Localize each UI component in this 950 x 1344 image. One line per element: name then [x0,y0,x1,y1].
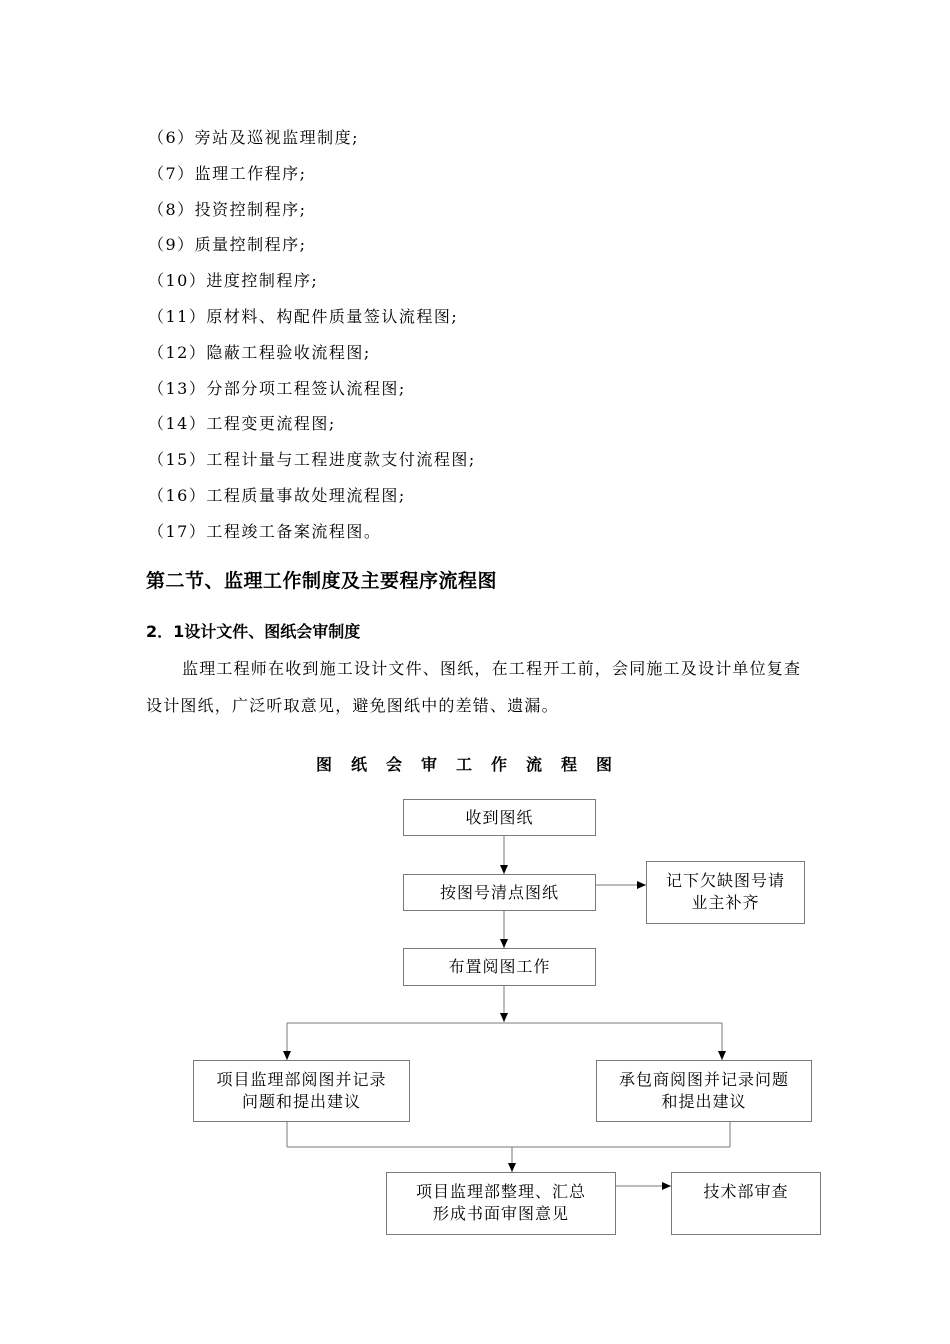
list-item: （13）分部分项工程签认流程图; [148,378,406,398]
node-arrange-review [403,948,596,986]
node-label: 记下欠缺图号请 [665,871,785,890]
node-contractor-review [596,1060,812,1122]
list-item: （6）旁站及巡视监理制度; [148,128,360,147]
list-item: （12）隐蔽工程验收流程图; [148,342,371,362]
node-label: 业主补齐 [691,893,760,912]
section-title: 第二节、监理工作制度及主要程序流程图 [146,570,498,592]
list-item: （14）工程变更流程图; [148,414,336,434]
node-label: 项目监理部整理、汇总 [415,1182,586,1201]
node-count-drawings [403,874,596,911]
node-record-missing [646,861,805,924]
node-summary-opinion [386,1172,616,1235]
node-label: 布置阅图工作 [448,957,551,976]
list-item: （9）质量控制程序; [148,235,307,255]
list-item: （10）进度控制程序; [148,271,319,291]
node-pm-review [193,1060,410,1122]
list-item: （15）工程计量与工程进度款支付流程图; [148,450,476,470]
list-item: （7）监理工作程序; [148,163,307,183]
node-receive-drawings [403,799,596,836]
subsection-title: 2．1设计文件、图纸会审制度 [146,622,361,641]
node-label: 问题和提出建议 [241,1092,361,1111]
list-item: （11）原材料、构配件质量签认流程图; [148,306,459,326]
flowchart-title: 图纸会审工作流程图 [316,755,632,774]
body-paragraph: 监理工程师在收到施工设计文件、图纸，在工程开工前，会同施工及设计单位复查设计图纸，广泛听取意见，避免图纸中的差错、遗漏。 [146,659,802,715]
list-item: （17）工程竣工备案流程图。 [148,521,382,541]
list-item: （16）工程质量事故处理流程图; [148,485,406,505]
node-label: 项目监理部阅图并记录 [216,1070,387,1089]
node-label: 和提出建议 [661,1092,747,1111]
list-item: （8）投资控制程序; [148,199,307,219]
node-label: 收到图纸 [465,808,534,827]
node-label: 技术部审查 [703,1182,789,1201]
node-label: 按图号清点图纸 [439,883,559,902]
node-label: 形成书面审图意见 [432,1204,569,1223]
node-tech-review [671,1172,821,1235]
node-label: 承包商阅图并记录问题 [618,1070,789,1089]
